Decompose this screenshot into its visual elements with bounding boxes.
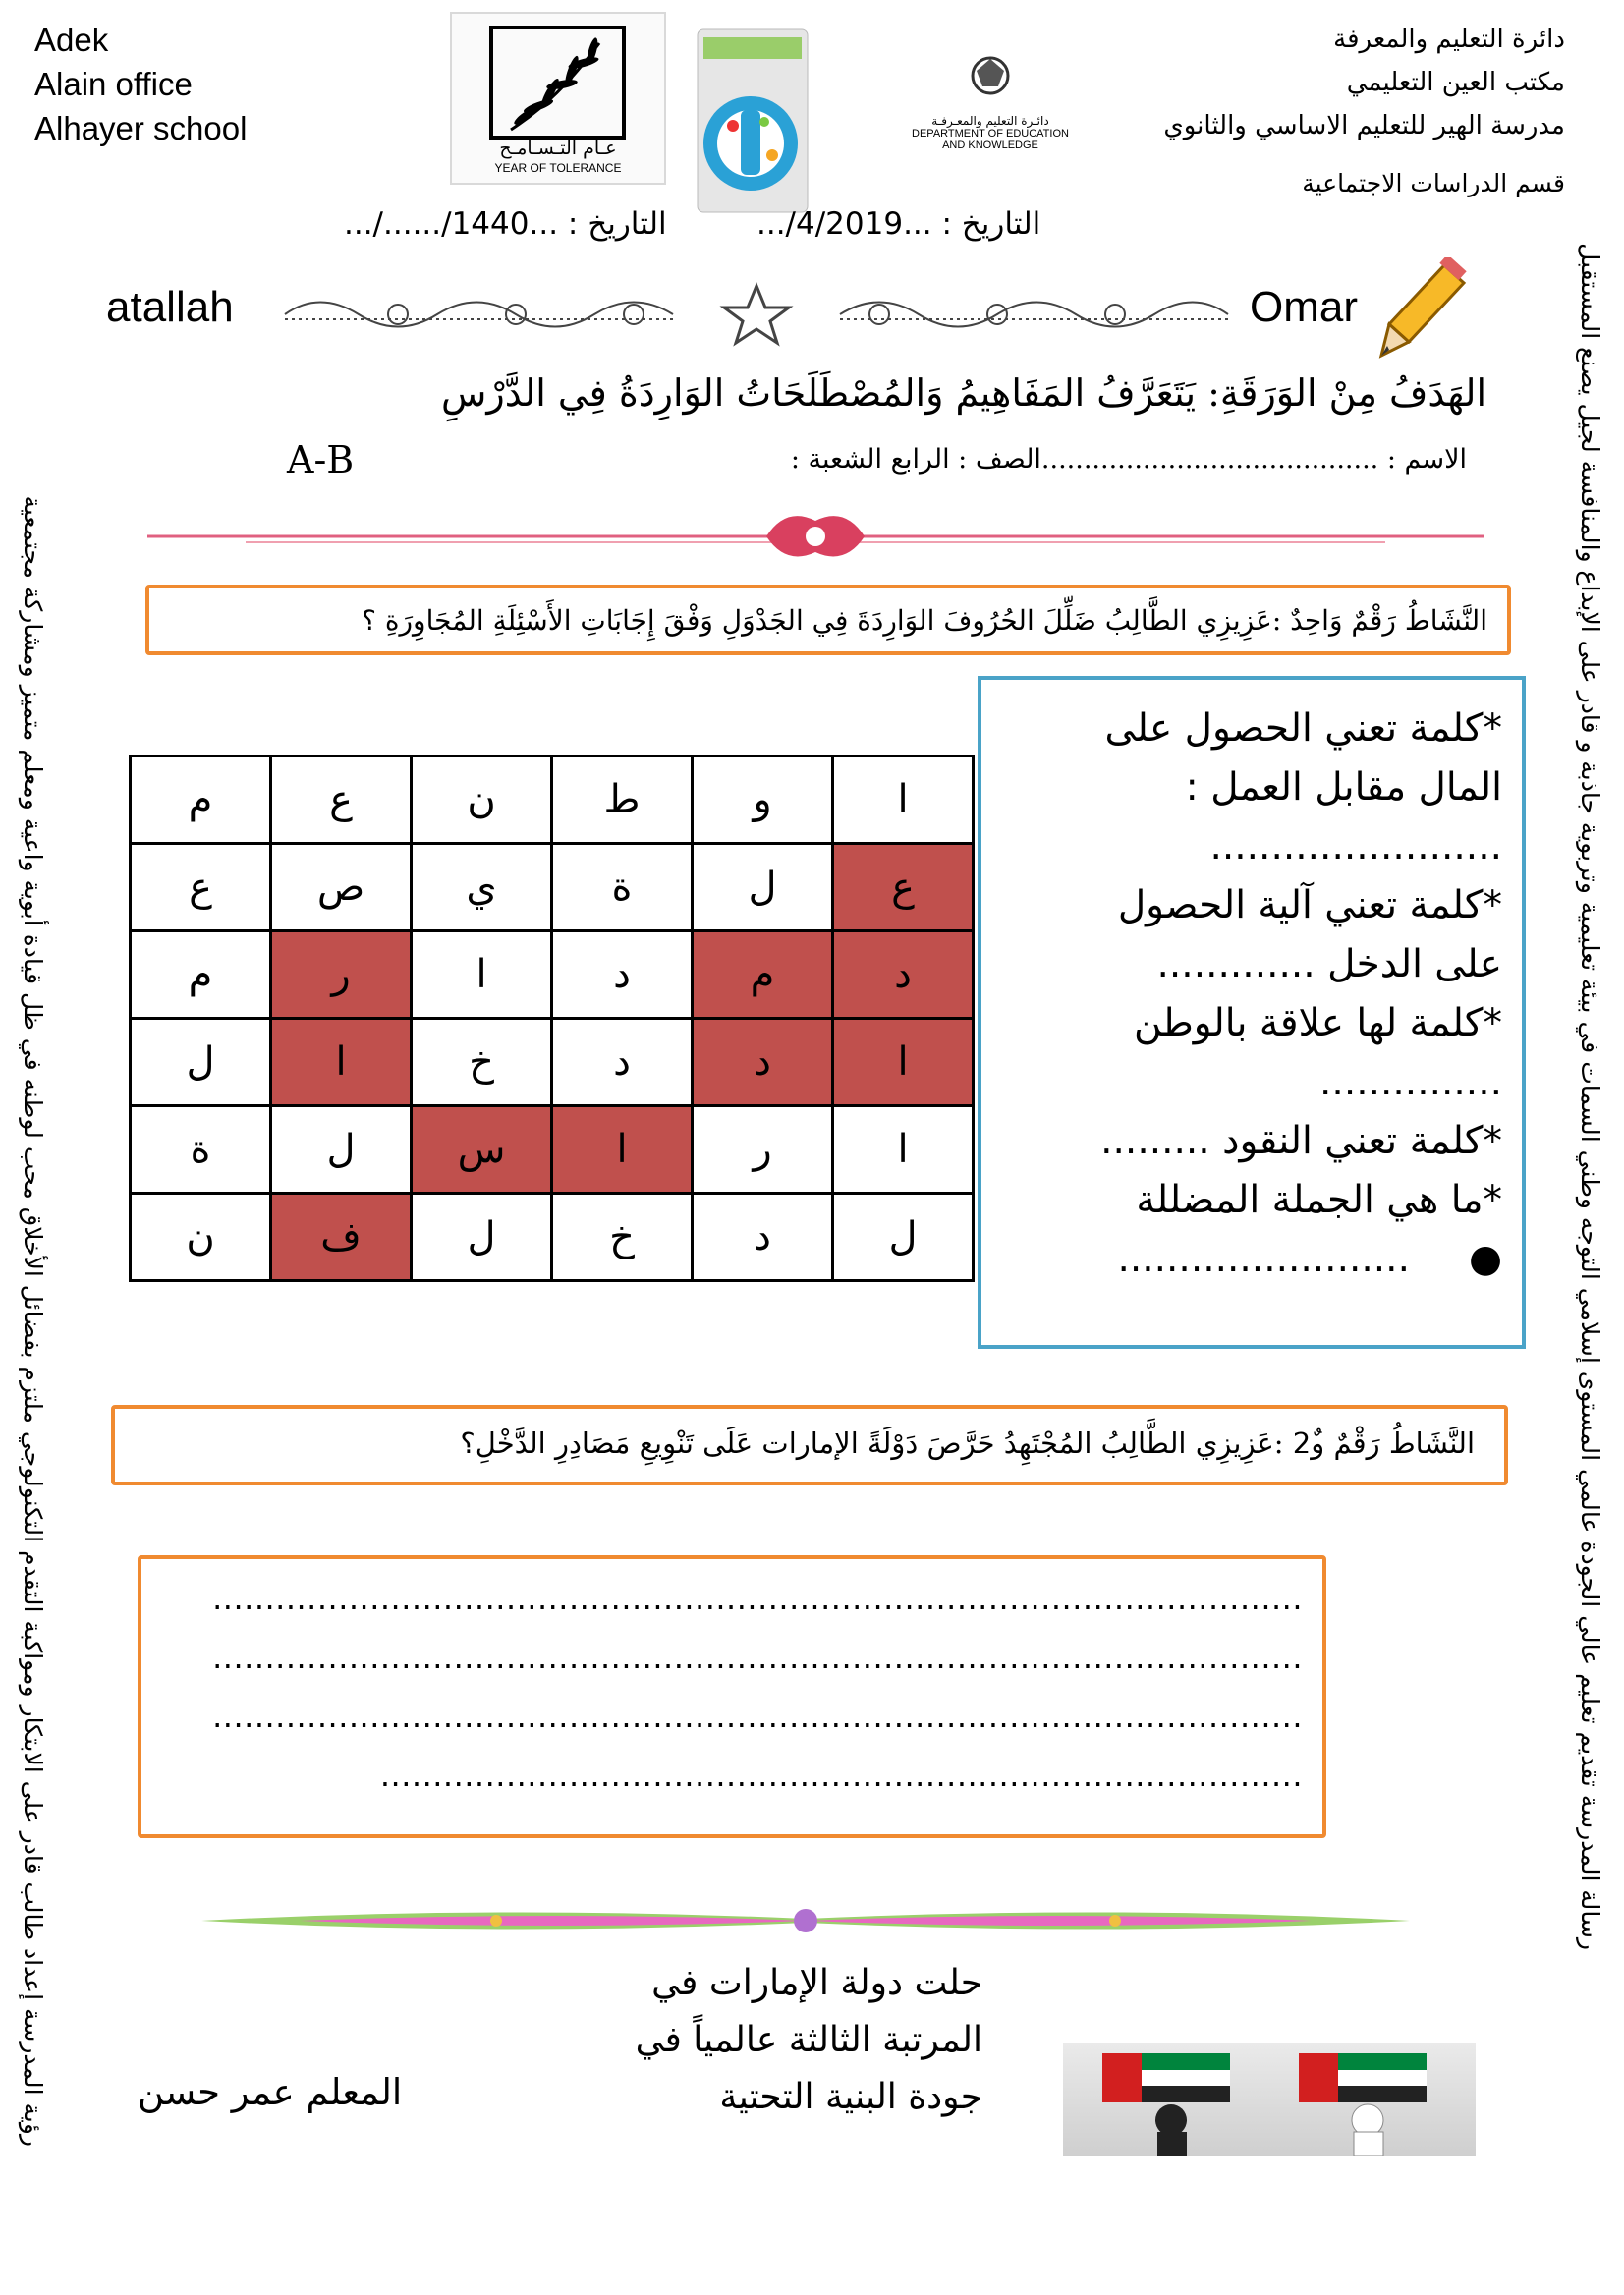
grid-cell[interactable]: د [552, 1019, 693, 1106]
tolerance-logo-en: YEAR OF TOLERANCE [494, 161, 622, 175]
answer-blank[interactable]: ........................ [1209, 824, 1502, 868]
grid-cell[interactable]: د [693, 1019, 833, 1106]
activity-1-box [145, 585, 1511, 655]
school-name-en: Alhayer school [34, 110, 248, 146]
org-name-en: Adek [34, 22, 109, 58]
answer-box[interactable] [138, 1555, 1326, 1838]
grid-row [131, 931, 974, 1019]
grid-row [131, 756, 974, 844]
grid-cell[interactable]: ع [833, 844, 974, 931]
fact-text [570, 1955, 982, 2126]
school-vision-vertical [6, 231, 61, 2147]
grid-cell[interactable]: ع [131, 844, 271, 931]
school-name-ar: مدرسة الهير للتعليم الاساسي والثانوي [1163, 111, 1565, 140]
grid-cell[interactable]: ة [131, 1106, 271, 1194]
school-mission-vertical [1563, 231, 1618, 1950]
adek-logo-en-2: AND KNOWLEDGE [942, 140, 1038, 151]
grid-cell[interactable]: ة [552, 844, 693, 931]
grid-cell[interactable]: ل [131, 1019, 271, 1106]
grid-cell[interactable]: خ [552, 1194, 693, 1281]
grid-cell[interactable]: م [131, 931, 271, 1019]
answer-blank[interactable]: ........................ [1117, 1237, 1410, 1281]
answer-line[interactable]: ........................................................................................................ [212, 1639, 1303, 1676]
grid-row [131, 1194, 974, 1281]
grid-row [131, 1019, 974, 1106]
book-one-icon [694, 28, 813, 214]
questions-box [978, 676, 1526, 1349]
emblem-icon [902, 51, 1079, 110]
department-name: قسم الدراسات الاجتماعية [1302, 169, 1565, 197]
question-line: *كلمة تعني النقود ......... [1100, 1119, 1502, 1163]
answer-line[interactable]: ........................................................................................ [379, 1757, 1303, 1794]
org-name-ar: دائرة التعليم والمعرفة [1333, 25, 1565, 54]
grid-cell[interactable]: ل [693, 844, 833, 931]
fact-line: المرتبة الثالثة عالمياً في [635, 2020, 982, 2060]
school-info-ar [1163, 18, 1565, 147]
ornament-divider [280, 280, 1233, 349]
fact-line: جودة البنية التحتية [719, 2077, 982, 2117]
answer-blank[interactable]: ............... [1319, 1060, 1502, 1104]
grid-cell[interactable]: ط [552, 756, 693, 844]
uae-flag-icon [1063, 2043, 1476, 2156]
uae-flag-illustration [1063, 2043, 1476, 2156]
grid-cell[interactable]: ا [833, 756, 974, 844]
student-name-right: Omar [1250, 283, 1358, 331]
question-line: المال مقابل العمل : [1185, 765, 1502, 810]
adek-logo-ar: دائـرة التعليم والمعـرفـة [931, 114, 1049, 128]
grid-cell[interactable]: ع [271, 756, 412, 844]
student-name-left: atallah [106, 283, 234, 331]
school-mission-text: رسالة المدرسة تقديم تعليم عالي الجودة عالمي المستوى إسلامي التوجه وطني السمات في بيئة تعليمية وتربوية جاذبة و قادر على الإبداع والمنافسة لجيل يصنع المستقبل [1576, 243, 1604, 1950]
word-search-grid [129, 755, 975, 1282]
grid-cell[interactable]: م [131, 756, 271, 844]
activity-2-instruction: النَّشَاطُ رَقْمٌ و2ٌ :عَزِيزِي الطَّالِبُ المُجْتَهِدُ حَرَّصَ دَوْلَةً الإمارات عَلَى تَنْوِيعِ مَصَادِرِ الدَّخْلِ؟ [460, 1427, 1475, 1460]
bullet-answer-row [1001, 1230, 1502, 1289]
decorative-divider [147, 501, 1484, 570]
grid-cell[interactable]: د [552, 931, 693, 1019]
grid-cell[interactable]: ا [412, 931, 552, 1019]
grid-cell[interactable]: ر [693, 1106, 833, 1194]
question-line: *ما هي الجملة المضللة [1136, 1178, 1502, 1222]
student-info-line: الاسم : ........................................الصف : الرابع الشعبة : [790, 444, 1467, 475]
grid-cell[interactable]: و [693, 756, 833, 844]
school-vision-text: رؤية المدرسة إعداد طالب قادر على الابتكار ومواكبة التقدم التكنولوجي ملتزم بفضائل الأخلاق محب لوطنه في ظل قيادة أبوية واعية ومعلم متميز ومشاركة مجتمعية [19, 495, 47, 2147]
grid-cell[interactable]: د [833, 931, 974, 1019]
fact-line: حلت دولة الإمارات في [651, 1963, 982, 2003]
grid-cell[interactable]: خ [412, 1019, 552, 1106]
gregorian-date: التاريخ : ...4/2019/... [756, 206, 1041, 242]
grid-cell[interactable]: ف [271, 1194, 412, 1281]
grid-row [131, 1106, 974, 1194]
grid-cell[interactable]: س [412, 1106, 552, 1194]
school-info-en [34, 18, 247, 150]
question-line: *كلمة تعني آلية الحصول [1117, 883, 1502, 927]
worksheet-goal: الهَدَفُ مِنْ الوَرَقَةِ: يَتَعَرَّفُ المَفَاهِيمُ وَالمُصْطَلَحَاتُ الوَارِدَةُ فِي الدَّرْسِ [441, 371, 1486, 415]
grid-cell[interactable]: ل [412, 1194, 552, 1281]
grid-cell[interactable]: ا [271, 1019, 412, 1106]
grid-cell[interactable]: ا [552, 1106, 693, 1194]
tolerance-logo-ar: عـام التـسـامـح [499, 138, 617, 159]
lace-divider-icon [147, 501, 1484, 570]
ornament-icon [280, 280, 1233, 349]
activity-2-box [111, 1405, 1508, 1485]
grid-cell[interactable]: ي [412, 844, 552, 931]
bullet-icon: ● [1468, 1237, 1502, 1281]
answer-line[interactable]: ........................................................................................................ [212, 1698, 1303, 1735]
grid-cell[interactable]: ا [833, 1019, 974, 1106]
grid-cell[interactable]: ا [833, 1106, 974, 1194]
answer-line[interactable]: ........................................................................................................ [212, 1580, 1303, 1617]
floral-divider-icon [201, 1901, 1410, 1940]
reading-book-logo [694, 28, 813, 214]
question-line: *كلمة تعني الحصول على [1104, 706, 1502, 751]
teacher-name: المعلم عمر حسن [138, 2071, 403, 2113]
grid-cell[interactable]: ر [271, 931, 412, 1019]
grid-cell[interactable]: د [693, 1194, 833, 1281]
office-name-en: Alain office [34, 66, 193, 102]
question-line: على الدخل ............. [1156, 942, 1502, 986]
question-line: *كلمة لها علاقة بالوطن [1134, 1001, 1502, 1045]
grid-cell[interactable]: ن [131, 1194, 271, 1281]
bottom-divider [201, 1901, 1410, 1940]
pencil-icon [1375, 257, 1474, 365]
adek-logo [902, 51, 1079, 169]
year-of-tolerance-logo [450, 12, 666, 185]
grid-row [131, 844, 974, 931]
grid-cell[interactable]: ص [271, 844, 412, 931]
activity-1-instruction: النَّشَاطُ رَقْمٌ وَاحِدٌ :عَزِيزِي الطَّالِبُ ضَلِّلَ الحُرُوفَ الوَارِدَةَ فِي الجَدْوَلِ وَفْقَ إِجَابَاتِ الأَسْئِلَةِ المُجَاوِرَةِ ؟ [362, 603, 1487, 637]
hijri-date: التاريخ : ...1440/....../... [344, 206, 667, 242]
office-name-ar: مكتب العين التعليمي [1346, 68, 1565, 97]
section-value: A-B [287, 438, 355, 481]
grid-cell[interactable]: م [693, 931, 833, 1019]
grid-cell[interactable]: ل [833, 1194, 974, 1281]
grid-cell[interactable]: ن [412, 756, 552, 844]
grid-cell[interactable]: ل [271, 1106, 412, 1194]
adek-logo-en-1: DEPARTMENT OF EDUCATION [912, 128, 1069, 140]
